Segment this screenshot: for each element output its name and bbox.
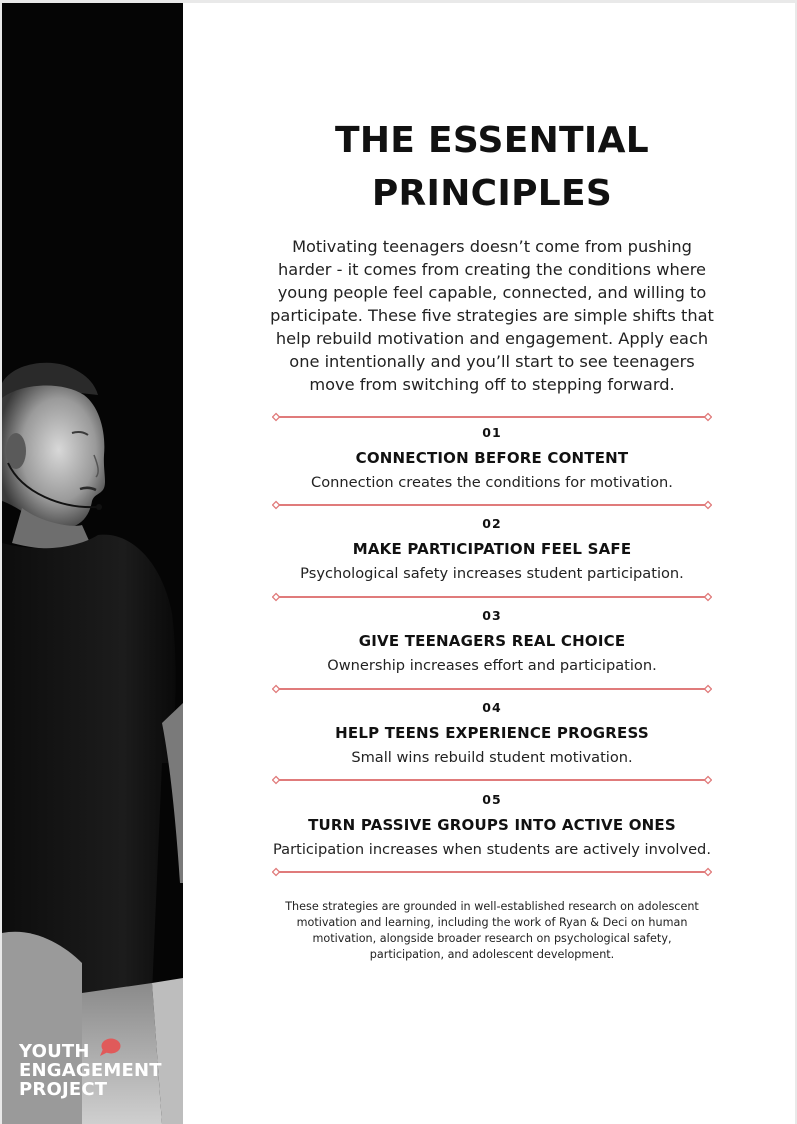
- divider-line: [272, 592, 712, 602]
- principle-description: Psychological safety increases student participation.: [300, 565, 684, 582]
- logo-line-2: ENGAGEMENT: [19, 1060, 162, 1081]
- divider-line: [272, 867, 712, 877]
- divider-line: [272, 684, 712, 694]
- divider-line: [272, 775, 712, 785]
- principle-item: [270, 426, 714, 492]
- principle-number: 02: [482, 516, 502, 531]
- principle-item: [270, 517, 714, 583]
- intro-paragraph: Motivating teenagers doesn’t come from pushing harder - it comes from creating the conditions where young people feel capable, connected, and willing to participate. These five strategies are simple shifts that help rebuild motivation and engagement. Apply each one intentionally and you’ll start to see teenagers move from switching off to stepping forward.: [270, 237, 714, 394]
- speaker-photo-illustration: [2, 3, 183, 1124]
- speaker-photo: [2, 3, 183, 1124]
- divider-line: [272, 500, 712, 510]
- principle-number: 04: [482, 700, 502, 715]
- principle-title: HELP TEENS EXPERIENCE PROGRESS: [335, 724, 649, 742]
- principle-description: Ownership increases effort and participation.: [327, 657, 657, 674]
- logo-line-3: PROJECT: [19, 1079, 108, 1100]
- research-footnote: These strategies are grounded in well-established research on adolescent motivation and learning, including the work of Ryan & Deci on human motivation, alongside broader research on psychological safety, participation, and adolescent development.: [285, 900, 699, 961]
- principle-title: CONNECTION BEFORE CONTENT: [355, 449, 629, 467]
- principle-number: 01: [482, 425, 502, 440]
- logo-line-1: YOUTH: [19, 1041, 90, 1062]
- principle-item: [270, 701, 714, 767]
- divider-line: [272, 412, 712, 422]
- principle-description: Connection creates the conditions for motivation.: [311, 474, 673, 491]
- page-title: THE ESSENTIAL PRINCIPLES: [334, 120, 649, 214]
- youth-engagement-project-logo: [19, 1042, 162, 1099]
- principle-item: [270, 793, 714, 859]
- principle-number: 03: [482, 608, 502, 623]
- principle-title: TURN PASSIVE GROUPS INTO ACTIVE ONES: [308, 816, 676, 834]
- principle-description: Small wins rebuild student motivation.: [351, 749, 633, 766]
- principle-title: GIVE TEENAGERS REAL CHOICE: [358, 632, 626, 650]
- principle-number: 05: [482, 792, 502, 807]
- principle-description: Participation increases when students are actively involved.: [273, 841, 711, 858]
- document-page: [2, 3, 795, 1124]
- speech-bubble-icon: [99, 1038, 121, 1058]
- principle-item: [270, 609, 714, 675]
- principle-title: MAKE PARTICIPATION FEEL SAFE: [352, 540, 632, 558]
